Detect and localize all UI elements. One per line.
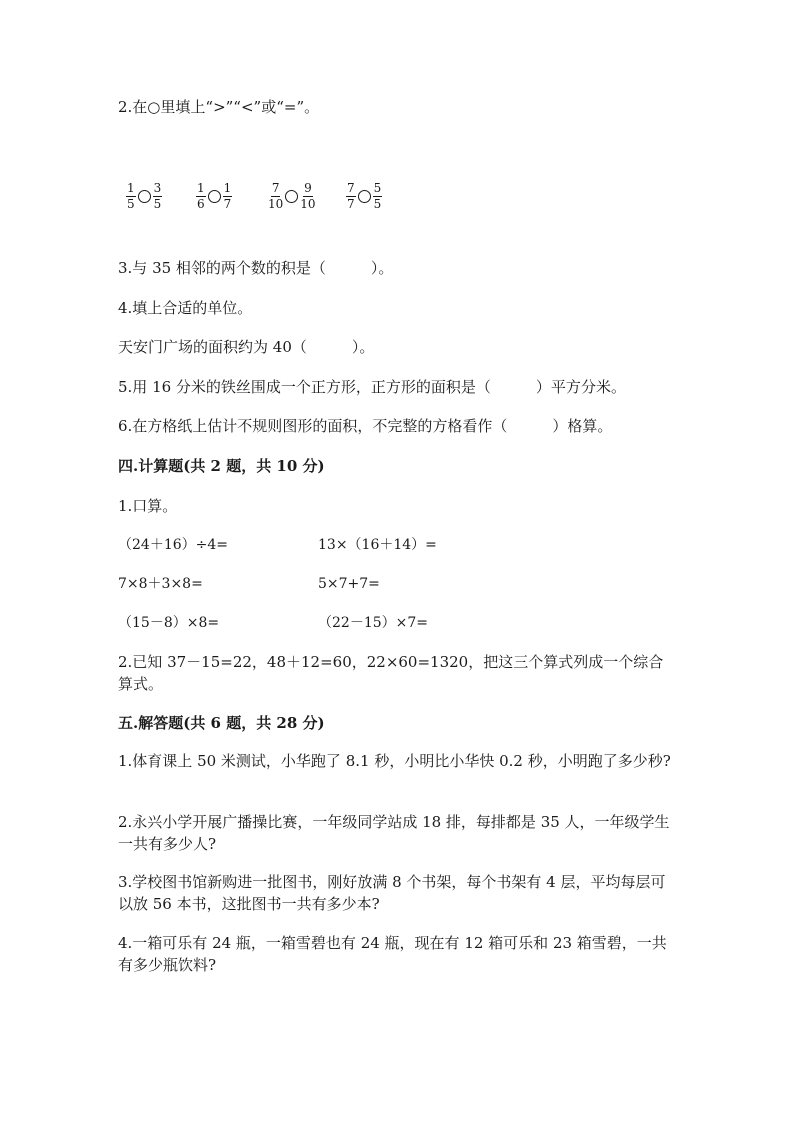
fraction: $\frac{1}{7}$ xyxy=(223,180,232,211)
comparison-2 xyxy=(196,178,232,214)
question-3: 3.与 35 相邻的两个数的积是（ ）。 xyxy=(118,259,394,277)
comparison-1 xyxy=(126,178,162,214)
comparison-3 xyxy=(268,178,316,214)
question-4-sub: 天安门广场的面积约为 40（ ）。 xyxy=(118,338,375,356)
calc-item: 5×7+7= xyxy=(318,576,380,592)
section-4-title: 四.计算题(共 2 题，共 10 分) xyxy=(118,457,325,475)
section-5-question-3: 3.学校图书馆新购进一批图书，刚好放满 8 个书架，每个书架有 4 层，平均每层可以放 56 本书，这批图书一共有多少本? xyxy=(118,873,666,913)
calc-item: （22－15）×7= xyxy=(318,615,428,631)
blank-circle[interactable] xyxy=(285,190,298,203)
blank-circle[interactable] xyxy=(138,190,151,203)
question-2-fill: 2.在○里填上“>”“<”或“=”。 xyxy=(118,98,320,116)
comparison-4 xyxy=(346,178,382,214)
calc-item: 7×8＋3×8= xyxy=(118,576,203,592)
blank-circle[interactable] xyxy=(208,190,221,203)
fraction: $\frac{1}{6}$ xyxy=(197,180,205,211)
section-5-title: 五.解答题(共 6 题，共 28 分) xyxy=(118,714,325,732)
question-6: 6.在方格纸上估计不规则图形的面积，不完整的方格看作（ ）格算。 xyxy=(118,417,613,435)
fraction: $\frac{7}{10}$ xyxy=(268,180,284,211)
question-4: 4.填上合适的单位。 xyxy=(118,299,253,317)
calc-item: （24＋16）÷4= xyxy=(118,537,228,553)
fraction: $\frac{1}{5}$ xyxy=(127,180,135,211)
question-5: 5.用 16 分米的铁丝围成一个正方形，正方形的面积是（ ）平方分米。 xyxy=(118,378,626,396)
fraction: $\frac{5}{5}$ xyxy=(373,180,382,211)
section-5-question-4: 4.一箱可乐有 24 瓶，一箱雪碧也有 24 瓶，现在有 12 箱可乐和 23 箱雪碧，一共有多少瓶饮料? xyxy=(118,934,667,974)
section-4-question-2: 2.已知 37－15=22，48＋12=60，22×60=1320，把这三个算式列成一个综合算式。 xyxy=(118,653,664,693)
section-4-question-1: 1.口算。 xyxy=(118,497,178,515)
calc-item: （15－8）×8= xyxy=(118,615,220,631)
fraction: $\frac{9}{10}$ xyxy=(300,180,316,211)
fraction: $\frac{7}{7}$ xyxy=(347,180,355,211)
fraction: $\frac{3}{5}$ xyxy=(153,180,162,211)
blank-circle[interactable] xyxy=(358,190,371,203)
section-5-question-1: 1.体育课上 50 米测试，小华跑了 8.1 秒，小明比小华快 0.2 秒，小明跑了多少秒? xyxy=(118,752,671,770)
calc-item: 13×（16＋14）= xyxy=(318,537,437,553)
section-5-question-2: 2.永兴小学开展广播操比赛，一年级同学站成 18 排，每排都是 35 人，一年级学生一共有多少人? xyxy=(118,813,670,853)
